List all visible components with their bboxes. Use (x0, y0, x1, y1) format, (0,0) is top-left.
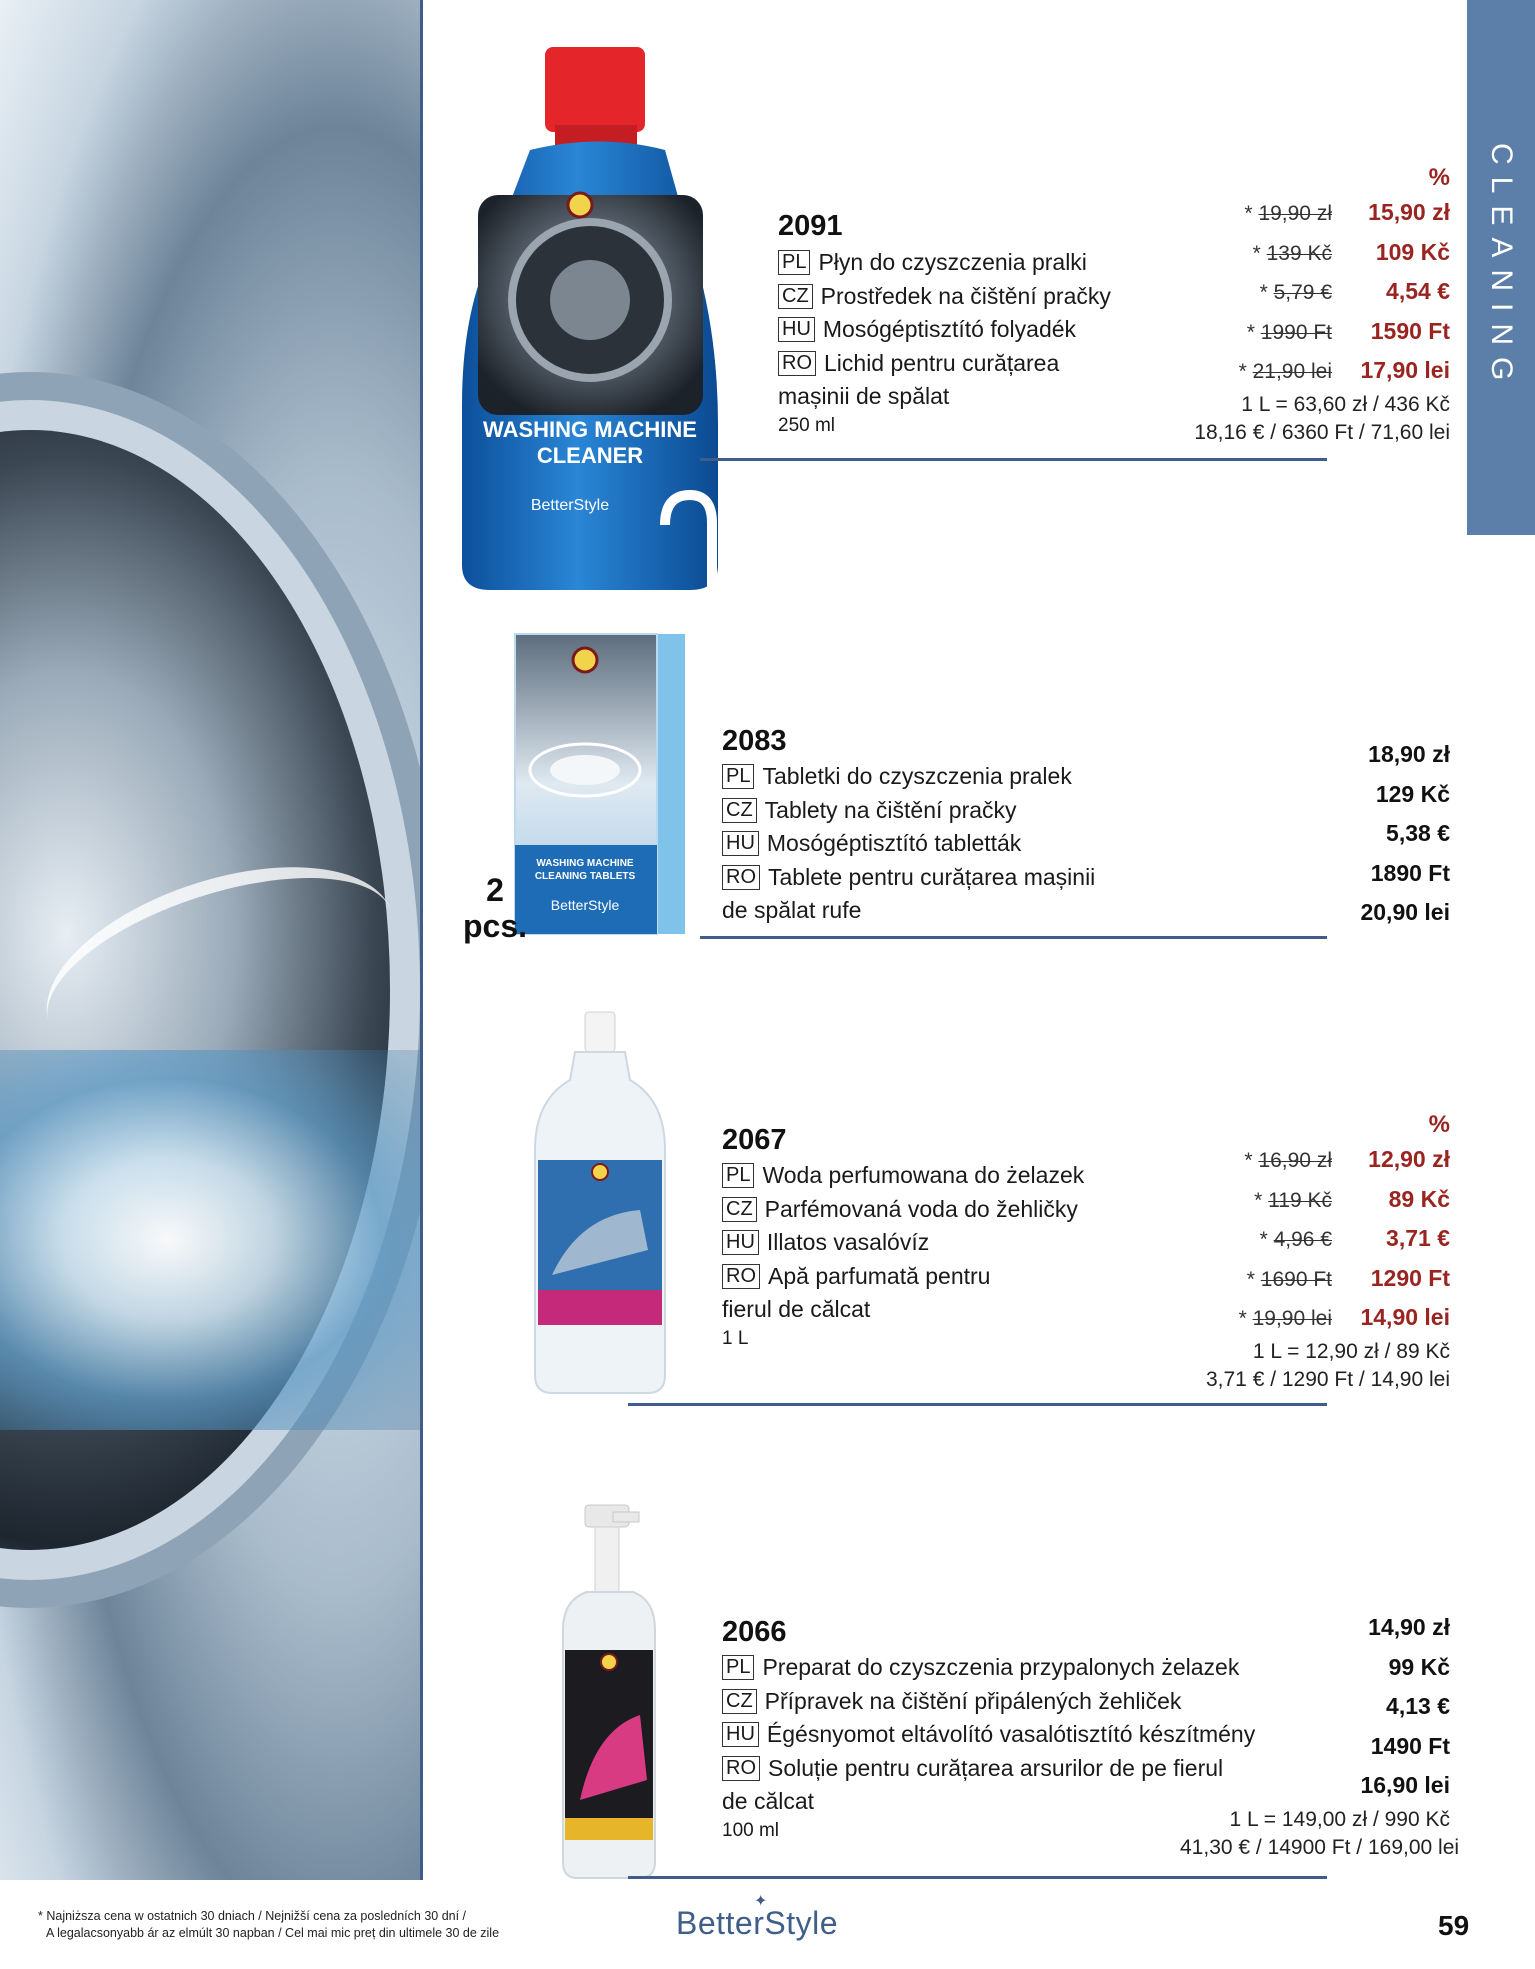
language-badge: PL (722, 1163, 754, 1188)
price: 1890 Ft (1370, 859, 1450, 886)
description-continuation: de spălat rufe (722, 897, 862, 923)
old-price: * 4,96 € (1259, 1228, 1332, 1251)
product-2066-image (555, 1500, 665, 1880)
new-price: 89 Kč (1388, 1185, 1450, 1212)
unit-price-line: 41,30 € / 14900 Ft / 169,00 lei (1180, 1835, 1460, 1859)
price-row (1180, 351, 1450, 391)
price: 99 Kč (1388, 1653, 1450, 1680)
product-2091-image-label-2: CLEANER (536, 443, 644, 468)
description-text: Tablete pentru curățarea mașinii (768, 863, 1096, 890)
language-badge: HU (722, 1722, 759, 1747)
product-2083-image-label-1: WASHING MACHINE (536, 858, 634, 869)
old-price: * 19,90 lei (1238, 1307, 1332, 1330)
product-2091-image-label-1: WASHING MACHINE (483, 417, 697, 442)
price-footnote (38, 1908, 499, 1942)
description-text: Parfémovaná voda do žehličky (764, 1195, 1078, 1222)
old-price: * 139 Kč (1252, 241, 1332, 265)
quantity-number: 2 (486, 872, 504, 908)
category-tab-label: CLEANING (1485, 142, 1518, 393)
product-description-line (778, 347, 1111, 381)
product-2067-image (530, 1010, 670, 1395)
old-price: * 19,90 zł (1244, 202, 1332, 225)
water-foam (0, 1050, 420, 1430)
language-badge: CZ (722, 1689, 757, 1714)
product-description-line (722, 1651, 1255, 1685)
old-price: * 1990 Ft (1246, 320, 1332, 344)
price-row (1180, 1180, 1450, 1220)
description-text: Přípravek na čištění připálených žehliček (764, 1687, 1182, 1714)
new-price: 17,90 lei (1360, 357, 1450, 383)
language-badge: HU (778, 317, 815, 342)
language-badge: RO (722, 1756, 760, 1781)
price: 4,13 € (1386, 1693, 1450, 1719)
washing-machine-photo (0, 0, 420, 1880)
product-description-line (722, 760, 1095, 794)
footnote-line: * Najniższa cena w ostatnich 30 dniach / Nejnižší cena za posledních 30 dní / (38, 1909, 467, 1923)
photo-divider (420, 0, 423, 1880)
language-badge: PL (722, 1655, 754, 1680)
product-size: 250 ml (778, 414, 836, 436)
price: 129 Kč (1375, 780, 1450, 807)
language-badge: CZ (778, 284, 813, 309)
product-description-line (778, 246, 1111, 280)
description-continuation: de călcat (722, 1788, 815, 1814)
new-price: 12,90 zł (1368, 1146, 1450, 1172)
sparkle-icon: ✦ (754, 1893, 768, 1910)
unit-price-line: 1 L = 149,00 zł / 990 Kč (1229, 1807, 1450, 1831)
old-price: * 21,90 lei (1238, 360, 1332, 383)
price-row (1180, 1219, 1450, 1259)
unit-price-line: 18,16 € / 6360 Ft / 71,60 lei (1194, 420, 1450, 444)
old-price: * 1690 Ft (1246, 1267, 1332, 1291)
old-price: * 119 Kč (1254, 1188, 1332, 1212)
product-2091-code: 2091 (778, 210, 843, 242)
product-description-line (722, 1260, 1084, 1294)
old-price: * 5,79 € (1259, 281, 1332, 304)
product-2083-code: 2083 (722, 725, 787, 757)
quantity-badge (455, 872, 535, 944)
description-text: Tablety na čištění pračky (764, 796, 1017, 823)
product-2091-image (450, 45, 730, 600)
unit-price-line: 3,71 € / 1290 Ft / 14,90 lei (1205, 1367, 1450, 1391)
description-text: Apă parfumată pentru (768, 1262, 991, 1289)
discount-mark: % (1428, 164, 1450, 191)
description-text: Tabletki do czyszczenia pralek (762, 763, 1072, 789)
product-2066-description (722, 1651, 1255, 1843)
product-description-line (722, 1226, 1084, 1260)
discount-mark: % (1428, 1111, 1450, 1138)
product-2083-image-brand: BetterStyle (550, 897, 620, 913)
product-2067-code: 2067 (722, 1124, 787, 1156)
page-number: 59 (1438, 1910, 1470, 1941)
description-text: Preparat do czyszczenia przypalonych żelazek (762, 1654, 1240, 1680)
product-description-line (778, 280, 1111, 314)
price-row (1180, 312, 1450, 352)
price-row (1180, 1259, 1450, 1299)
product-divider (628, 1403, 1327, 1406)
product-description-line (722, 1193, 1084, 1227)
description-text: Mosógéptisztító tabletták (766, 830, 1022, 856)
new-price: 1290 Ft (1370, 1264, 1450, 1291)
language-badge: PL (722, 764, 754, 789)
product-description-line (778, 313, 1111, 347)
product-2067-prices (1180, 1110, 1450, 1394)
brand-name: BetterStyle (676, 1905, 839, 1941)
price-row (1180, 193, 1450, 233)
new-price: 1590 Ft (1370, 317, 1450, 344)
new-price: 15,90 zł (1368, 199, 1450, 225)
new-price: 14,90 lei (1360, 1304, 1450, 1330)
description-continuation: mașinii de spălat (778, 383, 950, 409)
language-badge: RO (778, 351, 816, 376)
product-description-line (722, 827, 1095, 861)
description-continuation: fierul de călcat (722, 1296, 871, 1322)
product-2091-description (778, 246, 1111, 438)
brand-logo (676, 1893, 839, 1942)
product-description-line (722, 794, 1095, 828)
price-row (1180, 233, 1450, 273)
product-2083-prices (1180, 735, 1450, 933)
description-text: Lichid pentru curățarea (824, 349, 1060, 376)
quantity-unit: pcs. (462, 908, 528, 944)
product-description-line (722, 1685, 1255, 1719)
product-2091-image-brand: BetterStyle (530, 497, 610, 514)
old-price: * 16,90 zł (1244, 1149, 1332, 1172)
product-2066-prices (1180, 1608, 1460, 1862)
price-row (1180, 1140, 1450, 1180)
new-price: 4,54 € (1386, 278, 1450, 304)
language-badge: PL (778, 250, 810, 275)
price: 20,90 lei (1360, 899, 1450, 925)
category-tab (1467, 0, 1535, 535)
product-2083-image-label-2: CLEANING TABLETS (534, 871, 636, 882)
new-price: 109 Kč (1375, 238, 1450, 265)
product-divider (628, 1876, 1327, 1879)
description-text: Égésnyomot eltávolító vasalótisztító készítmény (766, 1721, 1256, 1747)
price-row (1180, 1298, 1450, 1338)
description-text: Illatos vasalóvíz (766, 1229, 930, 1255)
new-price: 3,71 € (1386, 1225, 1450, 1251)
product-description-line (722, 1718, 1255, 1752)
unit-price-line: 1 L = 63,60 zł / 436 Kč (1241, 392, 1450, 416)
language-badge: HU (722, 831, 759, 856)
description-text: Prostředek na čištění pračky (820, 282, 1111, 309)
price: 5,38 € (1386, 820, 1450, 846)
price-row (1180, 272, 1450, 312)
product-size: 1 L (722, 1327, 749, 1349)
product-divider (700, 936, 1327, 939)
unit-price-line: 1 L = 12,90 zł / 89 Kč (1252, 1339, 1450, 1363)
language-badge: CZ (722, 1197, 757, 1222)
product-description-line (722, 1752, 1255, 1786)
product-2091-prices (1180, 163, 1450, 447)
product-2066-code: 2066 (722, 1616, 787, 1648)
product-divider (700, 458, 1327, 461)
product-2067-description (722, 1159, 1084, 1351)
language-badge: RO (722, 1264, 760, 1289)
price: 14,90 zł (1368, 1614, 1450, 1640)
product-size: 100 ml (722, 1819, 780, 1841)
product-2083-description (722, 760, 1095, 928)
product-description-line (722, 1159, 1084, 1193)
description-text: Woda perfumowana do żelazek (762, 1162, 1085, 1188)
price: 16,90 lei (1360, 1772, 1450, 1798)
footnote-line: A legalacsonyabb ár az elmúlt 30 napban / Cel mai mic preț din ultimele 30 de zile (46, 1926, 500, 1940)
price: 1490 Ft (1370, 1732, 1450, 1759)
language-badge: HU (722, 1230, 759, 1255)
language-badge: CZ (722, 798, 757, 823)
description-text: Płyn do czyszczenia pralki (818, 249, 1087, 275)
price: 18,90 zł (1368, 741, 1450, 767)
language-badge: RO (722, 865, 760, 890)
description-text: Soluție pentru curățarea arsurilor de pe fierul (768, 1754, 1224, 1781)
description-text: Mosógéptisztító folyadék (822, 316, 1077, 342)
product-description-line (722, 861, 1095, 895)
